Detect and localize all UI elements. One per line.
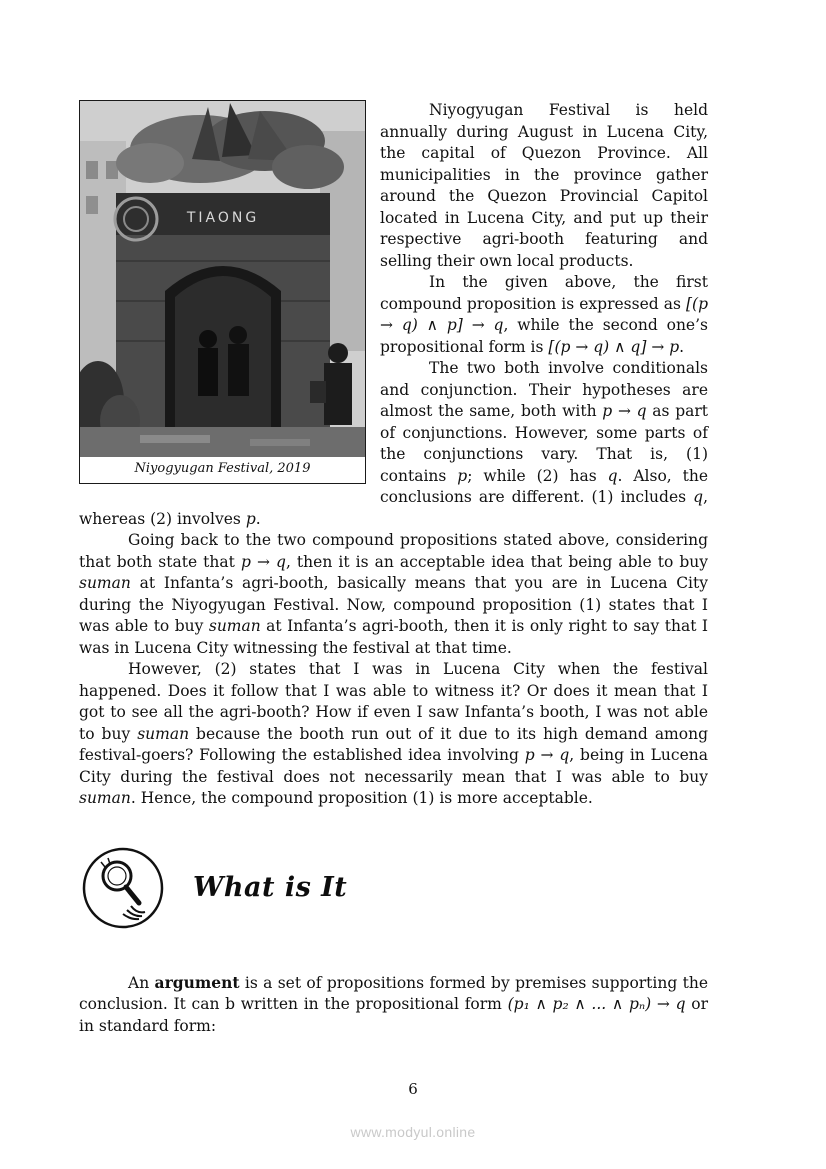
photo-caption: Niyogyugan Festival, 2019 <box>134 461 311 476</box>
what-is-it-section-header <box>81 846 708 930</box>
page-number: 6 <box>408 1080 418 1098</box>
section-title: What is It <box>193 871 348 903</box>
paragraph-however: However, (2) states that I was in Lucena City when the festival happened. Does it follow that I was able to witness it? Or does it mean that I got to see all the agri-booth? How if even I saw Infanta’s booth, I was not able to buy suman because the booth run out of it due to its high demand among festival-goers? Following the established idea involving p → q, being in Lucena City during the festival does not necessarily mean that I was able to buy suman. Hence, the compound proposition (1) is more acceptable. <box>79 660 708 807</box>
festival-photo-figure <box>79 100 366 484</box>
magnifier-icon <box>81 846 165 930</box>
paragraph-comparison: The two both involve conditionals and conjunction. Their hypotheses are almost the same, both with p → q as part of conjunctions. However, some parts of the conjunctions vary. That is, (1) contains p; while (2) has q. Also, the conclusions are different. (1) includes q, whereas (2) involves p. <box>79 359 709 528</box>
paragraph-going-back: Going back to the two compound propositions stated above, considering that both state that p → q, then it is an acceptable idea that being able to buy suman at Infanta’s agri-booth, basically means that you are in Lucena City during the Niyogyugan Festival. Now, compound proposition (1) states that I was able to buy suman at Infanta’s agri-booth, then it is only right to say that I was in Lucena City witnessing the festival at that time. <box>79 531 709 657</box>
watermark: www.modyul.online <box>350 1124 476 1140</box>
booth-sign-text: TIAONG <box>186 210 260 226</box>
paragraph-argument-definition: An argument is a set of propositions formed by premises supporting the conclusion. It can b written in the propositional form (p₁ ∧ p₂ ∧ ... ∧ pₙ) → q or in standard form: <box>79 972 708 1035</box>
festival-photo <box>80 101 365 457</box>
paragraph-propositional-forms: In the given above, the first compound proposition is expressed as [(p → q) ∧ p] → q, while the second one’s propositional form is [(p → q) ∧ q] → p. <box>380 273 708 356</box>
page-content <box>79 100 708 1037</box>
paragraph-festival-intro: Niyogyugan Festival is held annually during August in Lucena City, the capital of Quezon Province. All municipalities in the province gather around the Quezon Provincial Capitol located in Lucena City, and put up their respective agri-booth featuring and selling their own local products. <box>380 101 708 270</box>
